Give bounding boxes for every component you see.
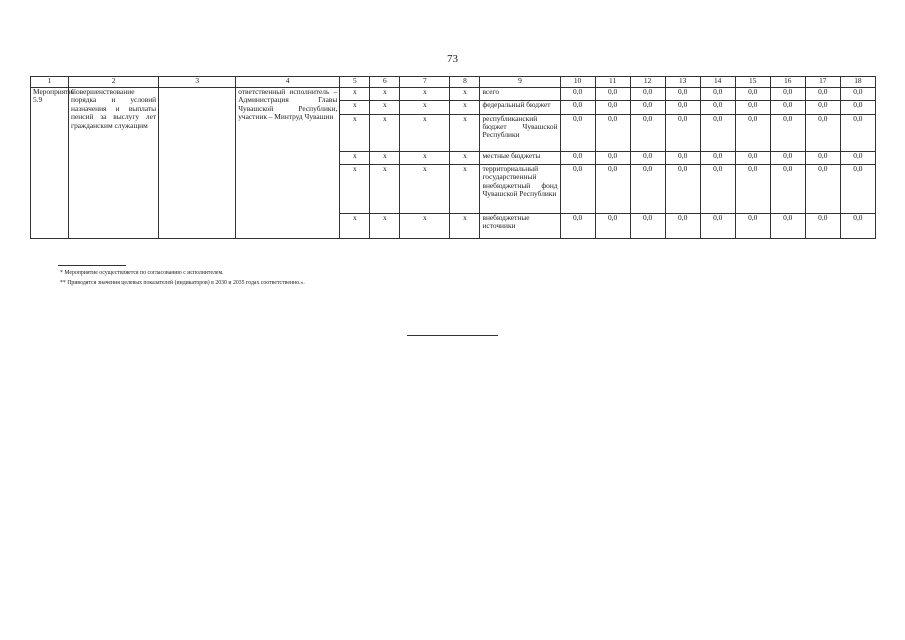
code-cell: x [370, 101, 400, 114]
value-cell: 0,0 [735, 88, 770, 101]
footnote: ** Приводятся значения целевых показателей (индикаторов) в 2030 и 2035 годах соответственно.». [60, 280, 305, 286]
code-cell: x [450, 101, 480, 114]
value-cell: 0,0 [735, 101, 770, 114]
funding-source: всего [480, 88, 560, 101]
measure-number: Мероприятие 5.9 [31, 88, 69, 239]
col-header: 3 [159, 77, 236, 88]
col-header: 14 [700, 77, 735, 88]
code-cell: x [400, 88, 450, 101]
value-cell: 0,0 [770, 164, 805, 213]
code-cell: x [370, 164, 400, 213]
value-cell: 0,0 [700, 151, 735, 164]
col-header: 4 [236, 77, 340, 88]
value-cell: 0,0 [665, 151, 700, 164]
code-cell: x [370, 88, 400, 101]
code-cell: x [370, 151, 400, 164]
code-cell: x [340, 88, 370, 101]
funding-source: территориальный государственный внебюджетный фонд Чувашской Республики [480, 164, 560, 213]
value-cell: 0,0 [805, 164, 840, 213]
value-cell: 0,0 [665, 213, 700, 238]
code-cell: x [400, 151, 450, 164]
code-cell: x [340, 213, 370, 238]
value-cell: 0,0 [770, 213, 805, 238]
value-cell: 0,0 [735, 213, 770, 238]
value-cell: 0,0 [560, 114, 595, 151]
col-header: 9 [480, 77, 560, 88]
value-cell: 0,0 [595, 88, 630, 101]
value-cell: 0,0 [840, 213, 875, 238]
code-cell: x [450, 151, 480, 164]
value-cell: 0,0 [770, 88, 805, 101]
col-header: 18 [840, 77, 875, 88]
code-cell: x [450, 213, 480, 238]
value-cell: 0,0 [840, 151, 875, 164]
value-cell: 0,0 [770, 151, 805, 164]
value-cell: 0,0 [700, 213, 735, 238]
col-header: 17 [805, 77, 840, 88]
table-row [31, 88, 876, 101]
col3-cell [159, 88, 236, 239]
measure-title: Совершенствование порядка и условий назначения и выплаты пенсий за выслугу лет гражданским служащим [69, 88, 159, 239]
value-cell: 0,0 [840, 88, 875, 101]
value-cell: 0,0 [840, 114, 875, 151]
value-cell: 0,0 [735, 151, 770, 164]
value-cell: 0,0 [560, 101, 595, 114]
value-cell: 0,0 [630, 101, 665, 114]
code-cell: x [400, 101, 450, 114]
value-cell: 0,0 [595, 114, 630, 151]
value-cell: 0,0 [700, 88, 735, 101]
funding-source: местные бюджеты [480, 151, 560, 164]
value-cell: 0,0 [805, 151, 840, 164]
col-header: 2 [69, 77, 159, 88]
value-cell: 0,0 [630, 213, 665, 238]
value-cell: 0,0 [560, 164, 595, 213]
code-cell: x [370, 114, 400, 151]
value-cell: 0,0 [700, 164, 735, 213]
value-cell: 0,0 [805, 101, 840, 114]
col-header: 7 [400, 77, 450, 88]
col-header: 8 [450, 77, 480, 88]
col-header: 15 [735, 77, 770, 88]
value-cell: 0,0 [665, 101, 700, 114]
value-cell: 0,0 [630, 88, 665, 101]
code-cell: x [400, 164, 450, 213]
value-cell: 0,0 [595, 151, 630, 164]
col-header: 16 [770, 77, 805, 88]
col-header: 13 [665, 77, 700, 88]
code-cell: x [450, 88, 480, 101]
value-cell: 0,0 [735, 164, 770, 213]
value-cell: 0,0 [665, 88, 700, 101]
value-cell: 0,0 [840, 164, 875, 213]
value-cell: 0,0 [560, 88, 595, 101]
end-rule [407, 335, 498, 336]
funding-source: внебюджетные источники [480, 213, 560, 238]
value-cell: 0,0 [805, 114, 840, 151]
footnote-separator [58, 265, 126, 266]
page-number: 73 [447, 53, 458, 65]
col-header: 10 [560, 77, 595, 88]
code-cell: x [340, 114, 370, 151]
value-cell: 0,0 [665, 164, 700, 213]
value-cell: 0,0 [770, 101, 805, 114]
value-cell: 0,0 [805, 88, 840, 101]
code-cell: x [340, 164, 370, 213]
value-cell: 0,0 [630, 114, 665, 151]
value-cell: 0,0 [770, 114, 805, 151]
code-cell: x [340, 151, 370, 164]
col-header: 1 [31, 77, 69, 88]
value-cell: 0,0 [700, 101, 735, 114]
value-cell: 0,0 [700, 114, 735, 151]
code-cell: x [450, 114, 480, 151]
value-cell: 0,0 [560, 151, 595, 164]
footnote: * Мероприятие осуществляется по согласованию с исполнителем. [60, 270, 224, 276]
value-cell: 0,0 [805, 213, 840, 238]
header-row [31, 77, 876, 88]
footnotes [60, 268, 305, 288]
value-cell: 0,0 [595, 101, 630, 114]
code-cell: x [450, 164, 480, 213]
value-cell: 0,0 [595, 213, 630, 238]
code-cell: x [400, 114, 450, 151]
value-cell: 0,0 [595, 164, 630, 213]
code-cell: x [370, 213, 400, 238]
code-cell: x [340, 101, 370, 114]
value-cell: 0,0 [630, 164, 665, 213]
value-cell: 0,0 [840, 101, 875, 114]
code-cell: x [400, 213, 450, 238]
value-cell: 0,0 [735, 114, 770, 151]
value-cell: 0,0 [665, 114, 700, 151]
value-cell: 0,0 [560, 213, 595, 238]
funding-source: федеральный бюджет [480, 101, 560, 114]
col-header: 6 [370, 77, 400, 88]
responsible-executor: ответственный исполнитель – Администрация Главы Чувашской Республики, участник – Минтруд Чувашии [236, 88, 340, 239]
value-cell: 0,0 [630, 151, 665, 164]
funding-source: республиканский бюджет Чувашской Республики [480, 114, 560, 151]
financing-table [30, 76, 876, 239]
col-header: 12 [630, 77, 665, 88]
col-header: 5 [340, 77, 370, 88]
col-header: 11 [595, 77, 630, 88]
